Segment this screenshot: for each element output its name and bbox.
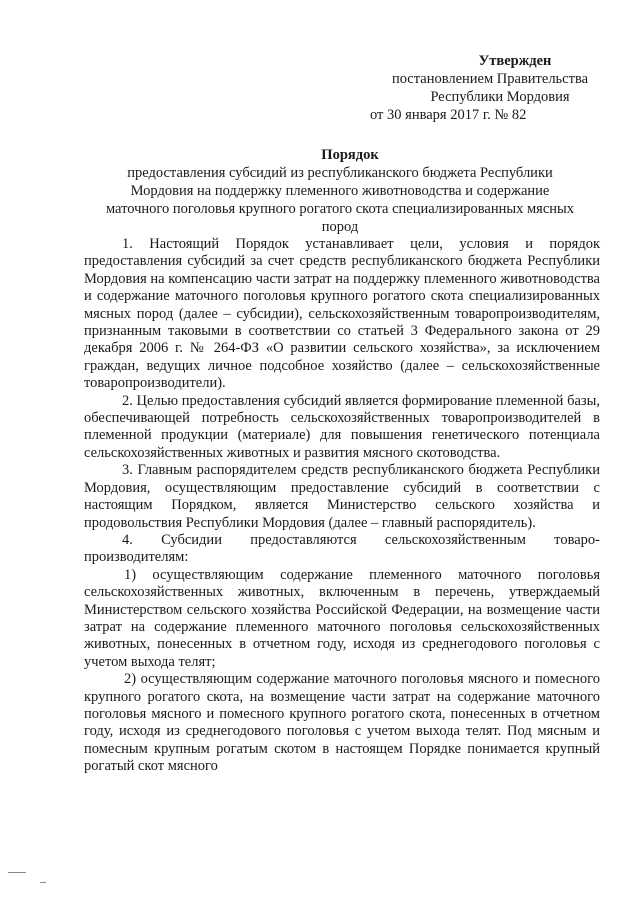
title-heading: Порядок <box>321 147 379 163</box>
paragraph: 3. Главным распорядителем средств республиканского бюджета Республики Мордовия, осуществляющим предоставление субсидий в соответствии с настоящим Порядком, является Министерство сельского хозяйства и продовольствия Республики Мордовия (далее – главный распорядитель). <box>84 462 600 531</box>
approval-block <box>360 52 600 124</box>
title-line: пород <box>321 219 359 235</box>
approval-heading: Утвержден <box>478 53 552 69</box>
approval-date: от 30 января 2017 г. № 82 <box>370 107 527 123</box>
approval-line: Республики Мордовия <box>430 89 570 105</box>
title-line: маточного поголовья крупного рогатого скота специализированных мясных <box>105 201 575 217</box>
paragraph: 1. Настоящий Порядок устанавливает цели, условия и порядок предоставления субсидий за счет средств республиканского бюджета Республики Мордовия на компенсацию части затрат на поддержку племенного животноводства и содержание маточного поголовья крупного рогатого скота специализированных мясных пород (далее – субсидии), сельскохозяйственным товаропроизводителям, признанным таковыми в соответствии со статьей 3 Федерального закона от 29 декабря 2006 г. № 264-ФЗ «О развитии сельского хозяйства», за исключением граждан, ведущих личное подсобное хозяйство (далее – сельскохозяйственные товаропроизводители). <box>84 236 600 392</box>
approval-line: постановлением Правительства <box>391 71 589 87</box>
document-title <box>60 146 620 236</box>
document-body <box>84 236 600 776</box>
title-line: Мордовия на поддержку племенного животноводства и содержание <box>130 183 550 199</box>
paragraph: 4. Субсидии предоставляются сельскохозяйственным товаро-производителям: <box>84 531 600 566</box>
paragraph: 2) осуществляющим содержание маточного поголовья мясного и помесного крупного рогатого скота, на возмещение части затрат на содержание маточного поголовья мясного и помесного крупного рогатого скота, понесенных в отчетном году, исходя из среднегодового поголовья с учетом выхода телят. Под мясным и помесным крупным рогатым скотом в настоящем Порядке понимается крупный рогатый скот мясного <box>84 671 600 775</box>
scan-mark <box>8 872 26 873</box>
title-line: предоставления субсидий из республиканского бюджета Республики <box>127 165 553 181</box>
scan-mark <box>40 882 46 883</box>
paragraph: 1) осуществляющим содержание племенного маточного поголовья сельскохозяйственных животных, включенным в перечень, утверждаемый Министерством сельского хозяйства Российской Федерации, на возмещение части затрат на содержание племенного маточного поголовья сельскохозяйственных животных, понесенных в отчетном году, исходя из среднегодового поголовья с учетом выхода телят; <box>84 566 600 670</box>
paragraph: 2. Целью предоставления субсидий является формирование племенной базы, обеспечивающей потребность сельскохозяйственных товаропроизводителей в племенной продукции (материале) для повышения генетического потенциала сельскохозяйственных животных и развития мясного скотоводства. <box>84 392 600 461</box>
